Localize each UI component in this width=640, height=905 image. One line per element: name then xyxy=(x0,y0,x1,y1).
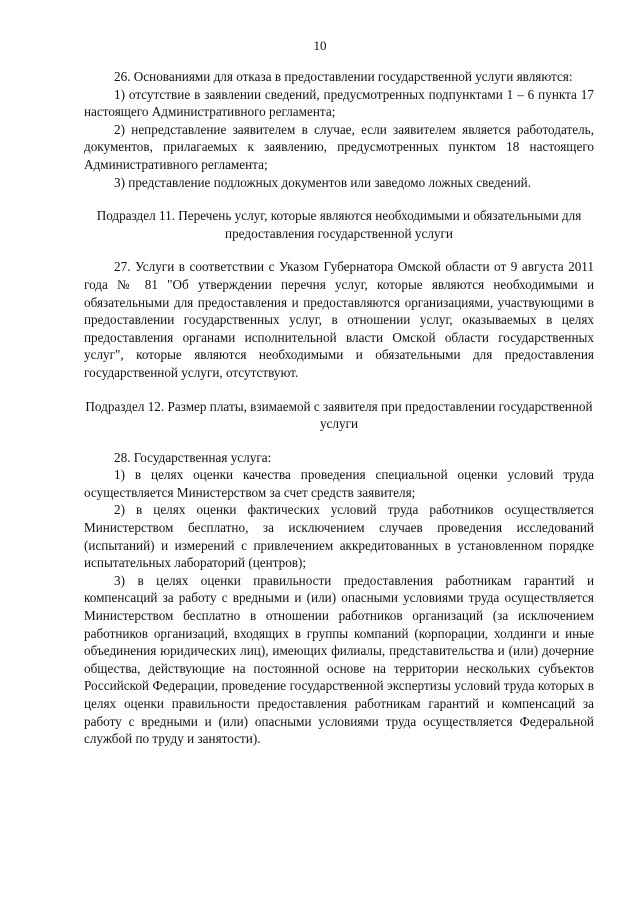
subsection-12-heading: Подраздел 12. Размер платы, взимаемой с заявителя при предоставлении государственной услуги xyxy=(85,398,593,432)
paragraph-26-item-1: 1) отсутствие в заявлении сведений, предусмотренных подпунктами 1 – 6 пункта 17 настоящего Административного регламента; xyxy=(84,86,594,120)
paragraph-26: 26. Основаниями для отказа в предоставлении государственной услуги являются: xyxy=(114,69,573,84)
document-body xyxy=(84,68,594,748)
paragraph-26-item-3: 3) представление подложных документов или заведомо ложных сведений. xyxy=(114,174,532,190)
paragraph-26-item-2: 2) непредставление заявителем в случае, если заявителем является работодатель, документов, прилагаемых к заявлению, предусмотренных пунктом 18 настоящего Административного регламента; xyxy=(84,121,594,172)
paragraph-28-item-1: 1) в целях оценки качества проведения специальной оценки условий труда осуществляется Министерством за счет средств заявителя; xyxy=(84,467,594,500)
paragraph-28: 28. Государственная услуга: xyxy=(114,449,272,465)
paragraph-28-item-3: 3) в целях оценки правильности предоставления работникам гарантий и компенсаций за работу с вредными и (или) опасными условиями труда осуществляется Министерством бесплатно в отношении работников организаций (за исключением работников организаций, входящих в группы компаний (корпорации, холдинги и иные объединения юридических лиц), имеющих филиалы, представительства и (или) дочерние общества, действующие на постоянной основе на территории нескольких субъектов Российской Федерации, проведение государственной экспертизы условий труда которых в целях оценки правильности предоставления работникам гарантий и компенсаций за работу с вредными и (или) опасными условиями труда осуществляется Федеральной службой по труду и занятости). xyxy=(84,572,594,747)
page-number: 10 xyxy=(313,38,327,53)
paragraph-28-item-2: 2) в целях оценки фактических условий труда работников осуществляется Министерством бесплатно, за исключением случаев проведения исследований (испытаний) и измерений с привлечением аккредитованных в установленном порядке испытательных лабораторий (центров); xyxy=(84,502,594,571)
subsection-11-heading: Подраздел 11. Перечень услуг, которые являются необходимыми и обязательными для предоставления государственной услуги xyxy=(96,208,582,241)
paragraph-27: 27. Услуги в соответствии с Указом Губернатора Омской области от 9 августа 2011 года № 81 "Об утверждении перечня услуг, которые являются необходимыми и обязательными для предоставления и предоставляются организациями, участвующими в предоставлении государственных услуг, в отношении услуг, оказываемых в целях предоставления органами исполнительной власти Омской области государственных услуг", которые являются необходимыми и обязательными для предоставления государственной услуги, отсутствуют. xyxy=(84,259,594,380)
